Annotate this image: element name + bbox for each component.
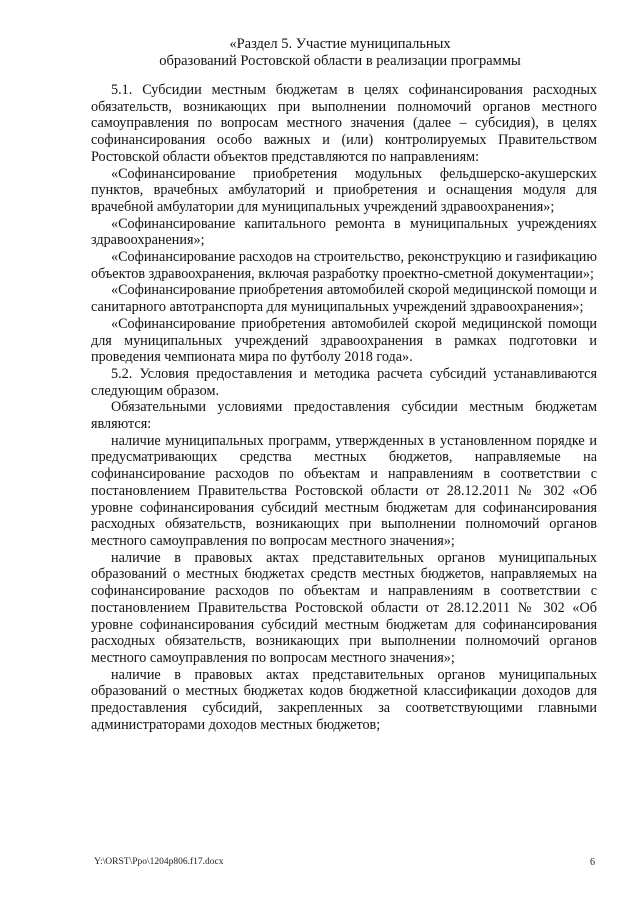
paragraph-5-2: 5.2. Условия предоставления и методика расчета субсидий устанавливаются следующим образом. [91, 365, 597, 399]
paragraph-5-1: 5.1. Субсидии местным бюджетам в целях софинансирования расходных обязательств, возникающих при выполнении полномочий органов местного самоуправления по вопросам местного значения (далее – субсидия), в целях софинансирования особо важных и (или) контролируемых Правительством Ростовской области объектов представляются по направлениям: [91, 82, 597, 165]
paragraph-direction-4: «Софинансирование приобретения автомобилей скорой медицинской помощи и санитарного автотранспорта для муниципальных учреждений здравоохранения»; [91, 282, 597, 316]
paragraph-direction-2: «Софинансирование капитального ремонта в муниципальных учреждениях здравоохранения»; [91, 215, 597, 249]
paragraph-condition-2: наличие в правовых актах представительных органов муниципальных образований о местных бюджетах средств местных бюджетов, направляемых на софинансирование расходов по объектам и направлениям в соответствии с постановлением Правительства Ростовской области от 28.12.2011 № 302 «Об уровне софинансирования субсидий местным бюджетам для софинансирования расходных обязательств, возникающих при выполнении полномочий органов местного самоуправления по вопросам местного значения»; [91, 549, 597, 666]
paragraph-conditions: Обязательными условиями предоставления субсидии местным бюджетам являются: [91, 399, 597, 433]
heading-line-1: «Раздел 5. Участие муниципальных [229, 36, 451, 52]
paragraph-condition-1: наличие муниципальных программ, утвержденных в установленном порядке и предусматривающих средства местных бюджетов, направляемые на софинансирование расходов по объектам и направлениям в соответствии с постановлением Правительства Ростовской области от 28.12.2011 № 302 «Об уровне софинансирования субсидий местным бюджетам для софинансирования расходных обязательств, возникающих при выполнении полномочий органов местного самоуправления по вопросам местного значения»; [91, 432, 597, 549]
paragraph-direction-1: «Софинансирование приобретения модульных фельдшерско-акушерских пунктов, врачебных амбулаторий и приобретения и оснащения модуля для врачебной амбулатории для муниципальных учреждений здравоохранения»; [91, 165, 597, 215]
footer-page-number: 6 [590, 857, 595, 868]
paragraph-condition-3: наличие в правовых актах представительных органов муниципальных образований о местных бюджетах кодов бюджетной классификации доходов для предоставления субсидий, закрепленных за соответствующими главными администраторами доходов местных бюджетов; [91, 666, 597, 733]
heading-line-2: образований Ростовской области в реализации программы [159, 53, 521, 69]
section-heading [140, 36, 540, 70]
paragraph-direction-3: «Софинансирование расходов на строительство, реконструкцию и газификацию объектов здравоохранения, включая разработку проектно-сметной документации»; [91, 249, 597, 282]
document-body [91, 82, 597, 733]
paragraph-direction-5: «Софинансирование приобретения автомобилей скорой медицинской помощи для муниципальных учреждений здравоохранения в рамках подготовки и проведения чемпионата мира по футболу 2018 года». [91, 315, 597, 366]
footer-file-path: Y:\ORST\Ppo\1204p806.f17.docx [94, 857, 224, 867]
